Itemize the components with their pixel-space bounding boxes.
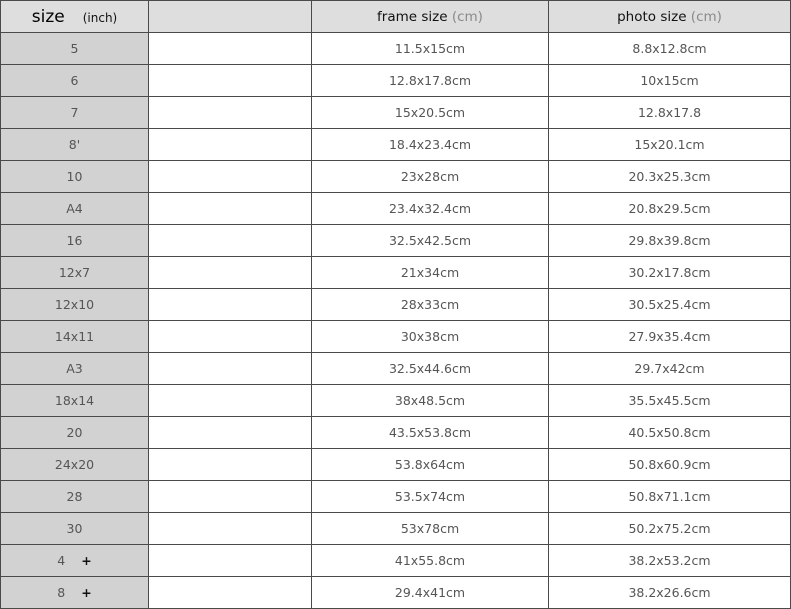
photo-size-cell: 30.5x25.4cm	[549, 289, 791, 321]
size-value: 6	[70, 73, 79, 88]
photo-size-cell: 8.8x12.8cm	[549, 33, 791, 65]
table-row	[1, 385, 791, 417]
frame-size-cell: 29.4x41cm	[312, 577, 549, 609]
size-header-unit: (inch)	[82, 10, 118, 25]
frame-size-cell: 21x34cm	[312, 257, 549, 289]
photo-size-cell: 38.2x53.2cm	[549, 545, 791, 577]
photo-size-cell: 29.8x39.8cm	[549, 225, 791, 257]
photo-size-cell: 35.5x45.5cm	[549, 385, 791, 417]
table-row	[1, 545, 791, 577]
frame-size-cell: 41x55.8cm	[312, 545, 549, 577]
table-row	[1, 289, 791, 321]
blank-cell	[149, 129, 312, 161]
size-cell	[1, 33, 149, 65]
size-table-body	[1, 33, 791, 609]
size-value: A3	[66, 361, 83, 376]
frame-size-cell: 32.5x44.6cm	[312, 353, 549, 385]
size-cell	[1, 97, 149, 129]
frame-size-cell: 43.5x53.8cm	[312, 417, 549, 449]
size-cell	[1, 225, 149, 257]
size-value: 16	[66, 233, 83, 248]
header-row	[1, 1, 791, 33]
frame-size-cell: 23x28cm	[312, 161, 549, 193]
photo-size-cell: 12.8x17.8	[549, 97, 791, 129]
size-value: 8	[57, 585, 66, 600]
size-value: 7	[70, 105, 79, 120]
frame-size-cell: 11.5x15cm	[312, 33, 549, 65]
size-value: 24x20	[54, 457, 95, 472]
photo-size-cell: 40.5x50.8cm	[549, 417, 791, 449]
size-cell	[1, 481, 149, 513]
size-cell	[1, 129, 149, 161]
table-row	[1, 225, 791, 257]
plus-marker: +	[81, 553, 92, 568]
blank-cell	[149, 289, 312, 321]
photo-size-cell: 10x15cm	[549, 65, 791, 97]
blank-cell	[149, 513, 312, 545]
table-row	[1, 193, 791, 225]
size-value: 20	[66, 425, 83, 440]
frame-size-header-label: frame size	[377, 8, 448, 25]
blank-cell	[149, 545, 312, 577]
photo-size-cell: 38.2x26.6cm	[549, 577, 791, 609]
blank-cell	[149, 97, 312, 129]
size-cell	[1, 65, 149, 97]
photo-size-cell: 50.8x71.1cm	[549, 481, 791, 513]
size-value: 28	[66, 489, 83, 504]
size-column-header	[1, 1, 149, 33]
photo-size-header-label: photo size	[617, 8, 687, 25]
frame-size-cell: 38x48.5cm	[312, 385, 549, 417]
size-value: 18x14	[54, 393, 95, 408]
table-row	[1, 65, 791, 97]
frame-size-cell: 53x78cm	[312, 513, 549, 545]
table-row	[1, 257, 791, 289]
photo-size-header-unit: (cm)	[690, 8, 722, 25]
photo-size-cell: 30.2x17.8cm	[549, 257, 791, 289]
size-cell	[1, 577, 149, 609]
blank-cell	[149, 321, 312, 353]
table-row	[1, 97, 791, 129]
blank-cell	[149, 161, 312, 193]
table-row	[1, 161, 791, 193]
table-row	[1, 33, 791, 65]
size-cell	[1, 257, 149, 289]
blank-cell	[149, 257, 312, 289]
frame-size-cell: 32.5x42.5cm	[312, 225, 549, 257]
size-cell	[1, 289, 149, 321]
frame-size-cell: 18.4x23.4cm	[312, 129, 549, 161]
blank-cell	[149, 481, 312, 513]
blank-cell	[149, 417, 312, 449]
size-value: 4	[57, 553, 66, 568]
photo-size-cell: 27.9x35.4cm	[549, 321, 791, 353]
size-cell	[1, 353, 149, 385]
table-row	[1, 577, 791, 609]
size-value: 12x10	[54, 297, 95, 312]
blank-cell	[149, 225, 312, 257]
blank-cell	[149, 449, 312, 481]
size-cell	[1, 545, 149, 577]
size-header-label: size	[31, 6, 65, 27]
frame-size-cell: 30x38cm	[312, 321, 549, 353]
photo-size-cell: 50.8x60.9cm	[549, 449, 791, 481]
frame-size-header-unit: (cm)	[451, 8, 483, 25]
table-row	[1, 481, 791, 513]
table-row	[1, 321, 791, 353]
size-value: 14x11	[54, 329, 95, 344]
size-value: 30	[66, 521, 83, 536]
size-cell	[1, 385, 149, 417]
size-value: A4	[66, 201, 83, 216]
photo-size-cell: 50.2x75.2cm	[549, 513, 791, 545]
size-cell	[1, 161, 149, 193]
size-cell	[1, 513, 149, 545]
frame-size-cell: 15x20.5cm	[312, 97, 549, 129]
frame-size-cell: 28x33cm	[312, 289, 549, 321]
frame-size-cell: 53.8x64cm	[312, 449, 549, 481]
table-row	[1, 129, 791, 161]
blank-cell	[149, 33, 312, 65]
size-cell	[1, 449, 149, 481]
table-row	[1, 353, 791, 385]
frame-size-column-header	[312, 1, 549, 33]
size-cell	[1, 193, 149, 225]
blank-cell	[149, 385, 312, 417]
size-value: 10	[66, 169, 83, 184]
size-value: 5	[70, 41, 79, 56]
frame-size-cell: 12.8x17.8cm	[312, 65, 549, 97]
blank-cell	[149, 193, 312, 225]
photo-size-cell: 20.3x25.3cm	[549, 161, 791, 193]
frame-size-cell: 23.4x32.4cm	[312, 193, 549, 225]
table-row	[1, 513, 791, 545]
size-value: 8'	[68, 137, 81, 152]
photo-size-cell: 29.7x42cm	[549, 353, 791, 385]
table-row	[1, 417, 791, 449]
size-cell	[1, 321, 149, 353]
table-row	[1, 449, 791, 481]
blank-column-header	[149, 1, 312, 33]
size-value: 12x7	[58, 265, 91, 280]
plus-marker: +	[81, 585, 92, 600]
blank-cell	[149, 353, 312, 385]
blank-cell	[149, 65, 312, 97]
frame-size-cell: 53.5x74cm	[312, 481, 549, 513]
blank-cell	[149, 577, 312, 609]
size-cell	[1, 417, 149, 449]
photo-size-cell: 15x20.1cm	[549, 129, 791, 161]
photo-size-cell: 20.8x29.5cm	[549, 193, 791, 225]
photo-size-column-header	[549, 1, 791, 33]
